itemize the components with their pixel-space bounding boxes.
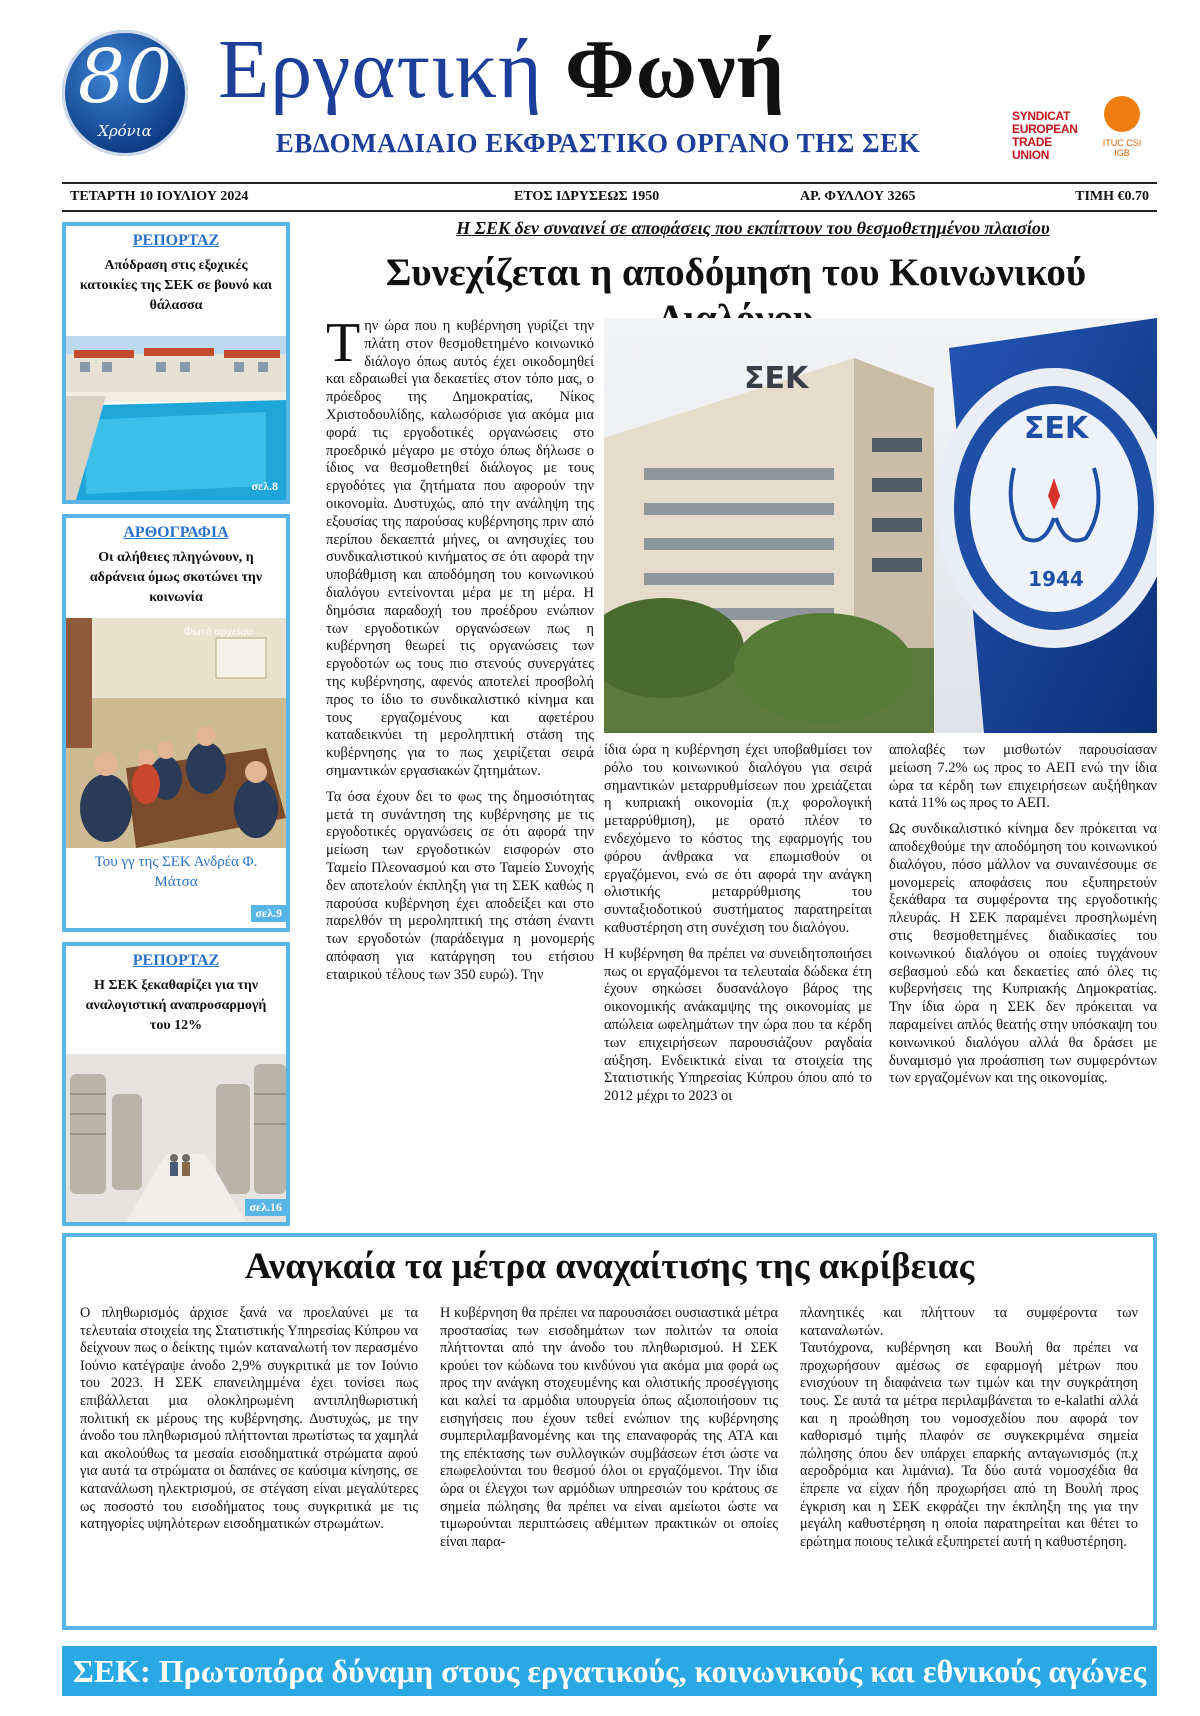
- paragraph: Ταυτόχρονα, κυβέρνηση και Βουλή θα πρέπει να προχωρήσουν αμέσως σε εφαρμογή μέτρων που ενισχύουν τη διαφάνεια των τιμών και την συγκράτηση τους. Σε αυτά τα μέτρα περιλαμβάνεται το e-kalathi αλλά και η προώθηση του νομοσχεδίου που αφορά τον καθορισμό τιμής πλαφόν σε συγκεκριμένα σημεία πώλησης όπου δεν υπάρχει επαρκής ανταγωνισμός (π.χ αεροδρόμια και λιμάνια). Τα δύο αυτά νομοσχέδια θα έπρεπε να είχαν ήδη προχωρήσει από τη Βουλή προς έγκριση και η ΣΕΚ εκφράζει την έκπληξη της για την μεγάλη καθυστέρηση η οποία παρατηρείται και θέτει το ερώτημα ποιους τελικά εξυπηρετεί αυτή η καθυστέρηση.: [800, 1340, 1138, 1550]
- ituc-circle-icon: [1104, 96, 1140, 132]
- sek-building-photo: [604, 318, 1157, 733]
- sidebar-teaser-2[interactable]: [62, 514, 290, 932]
- paragraph: Τα όσα έχουν δει το φως της δημοσιότητας μετά τη συνάντηση της κυβέρνησης με τις εργοδοτικές οργανώσεις σε ότι αφορά την μείωση των εργοδοτικών εισφορών στο Ταμείο Πλεονασμού και στο Ταμείο Συνοχής δεν αποτελούν έκπληξη για τη ΣΕΚ καθώς η παρούσα κυβέρνηση έχει αποδείξει και στο παρελθόν τη μεροληπτική της στάση έναντι των εργοδοτών (παράδειγμα η μονομερής απόφαση για κατάργηση του ετήσιου εταιρικού τέλους των 350 ευρώ). Την: [326, 788, 594, 983]
- photo-credit: Φωτό αρχείου: [184, 624, 253, 638]
- anniversary-label: Χρόνια: [98, 122, 152, 140]
- issue-number: ΑΡ. ΦΥΛΛΟΥ 3265: [800, 189, 916, 204]
- sidebar-teaser-3[interactable]: [62, 942, 290, 1226]
- paragraph: Η κυβέρνηση θα πρέπει να παρουσιάσει ουσιαστικά μέτρα προστασίας των εισοδημάτων των πολιτών τα οποία πλήττονται από την άνοδο του πληθωρισμού. Η ΣΕΚ κρούει τον κώδωνα του κινδύνου για ακόμα μια φορά ως προς την ανάγκη στοχευμένης και ολιστικής προσέγγισης και καλεί τα αρμόδια υπουργεία όπως αξιοποιήσουν τις εισηγήσεις που έχουν τεθεί ενώπιον της κυβέρνησης συμπεριλαμβανομένης και της επαναφοράς της ΑΤΑ και της επέκτασης των συλλογικών συμβάσεων έτσι ώστε να επωφελούνται του θεσμού όλοι οι εργαζόμενοι. Την ίδια ώρα οι έλεγχοι των αρμόδιων υπηρεσιών του κράτους σε σημεία πώλησης θα πρέπει να είναι αμείωτοι ώστε να τιμωρούνται περιπτώσεις αθέμιτων πρακτικών οι οποίες είναι παρα-: [440, 1305, 778, 1550]
- paragraph: ην ώρα που η κυβέρνηση γυρίζει την πλάτη στον θεσμοθετημένο κοινωνικό διάλογο όπως αυτός έχει οικοδομηθεί και εδραιωθεί για δεκαετίες στον τόπο μας, ο πρόεδρος της Δημοκρατίας, Νίκος Χριστοδουλίδης, καλωσόρισε για ακόμα μια φορά τις εργοδοτικές οργανώσεις στο προεδρικό μέγαρο με στόχο όπως δήλωσε ο ίδιος να θεσμοθετηθεί διάλογος με τους εργοδότες για ζητήματα που αφορούν την οικονομία. Δυστυχώς, από την ανάληψη της εξουσίας της παρούσας κυβέρνησης πριν από περίπου δεκαεπτά μήνες, οι ανησυχίες του συνδικαλιστικού κινήματος σε ότι αφορά την υποβάθμιση και αποδόμηση του κοινωνικού διαλόγου εντείνονται μέρα με τη μέρα. Η δημόσια παραδοχή του προέδρου ενώπιον των εργοδοτικών οργανώσεων πως η κυβέρνηση θεωρεί τις οργανώσεις των εργοδοτών ως τους πιο στενούς συνεργάτες της κυβέρνησης, αφενός αποτελεί προσβολή προς το ίδιο το συνδικαλιστικό κίνημα και τους εργαζομένους και αφετέρου καταδεικνύει τη μεροληπτική στάση της κυβέρνησης για το πως χειρίζεται σειρά σημαντικών εργασιακών ζητημάτων.: [326, 318, 594, 779]
- building-lettering: ΣΕΚ: [744, 361, 809, 396]
- main-story-column-1: [326, 318, 594, 1228]
- ituc-logo: [1094, 96, 1150, 158]
- issue-price: ΤΙΜΗ €0.70: [1075, 189, 1149, 204]
- teaser-page-ref: σελ.9: [251, 905, 286, 922]
- article-byline: Του γγ της ΣΕΚ Ανδρέα Φ. Μάτσα: [94, 854, 258, 890]
- box-column-2: [440, 1305, 778, 1551]
- sign-year: 1944: [1028, 567, 1084, 591]
- etuc-logo: SYNDICAT EUROPEAN TRADE UNION: [1012, 109, 1078, 162]
- sign-lettering: ΣΕΚ: [1023, 411, 1089, 446]
- pension-coins-photo: [66, 1054, 286, 1222]
- founded-year: ΕΤΟΣ ΙΔΡΥΣΕΩΣ 1950: [514, 189, 660, 204]
- inflation-story-box: [62, 1233, 1157, 1630]
- teaser-headline: Οι αλήθειες πληγώνουν, η αδράνεια όμως σκοτώνει την κοινωνία: [89, 550, 263, 605]
- teaser-headline: Απόδραση στις εξοχικές κατοικίες της ΣΕΚ σε βουνό και θάλασσα: [79, 258, 273, 313]
- meeting-photo: [66, 618, 286, 848]
- main-story-column-2: [604, 742, 872, 1228]
- paragraph: Ο πληθωρισμός άρχισε ξανά να προελαύνει με τα τελευταία στοιχεία της Στατιστικής Υπηρεσίας Κύπρου να δείχνουν πως ο δείκτης τιμών καταναλωτή τον περασμένο Ιούνιο κατέγραψε άνοδο 2,9% συγκριτικά με τον Ιούνιο του 2023. Η ΣΕΚ επανειλημμένα έχει τονίσει πως επιβάλλεται μια ολοκληρωμένη αντιπληθωριστική πολιτική εκ μέρους της κυβέρνησης. Δυστυχώς, με την άνοδο του πληθωρισμού πλήττονται πρωτίστως τα χαμηλά και ακολούθως τα μεσαία εισοδηματικά στρώματα αφού για αυτά τα στρώματα οι δαπάνες σε καύσιμα κίνησης, σε κατανάλωση ηλεκτρισμού, σε στέγαση είναι μεγαλύτερες ως ποσοστό του εισοδήματος τους συγκριτικά με τις κατηγορίες υψηλότερων εισοδηματικών στρωμάτων.: [80, 1305, 418, 1533]
- title-part2: Φωνή: [564, 23, 786, 116]
- paragraph: Ως συνδικαλιστικό κίνημα δεν πρόκειται να αποδεχθούμε την αποδόμηση του κοινωνικού διαλόγου, πόσο μάλλον να συναινέσουμε σε μονομερείς αποφάσεις που εξυπηρετούν ξεκάθαρα τα συμφέροντα της εργοδοτικής πλευράς. Η ΣΕΚ παραμένει προσηλωμένη στις θεσμοθετημένες διαδικασίες του κοινωνικού διαλόγου οι οποίες τυγχάνουν σεβασμού εδώ και δεκαετίες από όλες τις κυβερνήσεις της Κυπριακής Δημοκρατίας. Την ίδια ώρα η ΣΕΚ δεν πρόκειται να παραμείνει απλός θεατής στην υπόσκαψη του κοινωνικού διαλόγου αλλά θα δράσει με δυναμισμό για προάσπιση των συμφερόντων των εργαζομένων και της οικονομίας.: [889, 821, 1157, 1087]
- teaser-headline: Η ΣΕΚ ξεκαθαρίζει για την αναλογιστική αναπροσαρμογή του 12%: [85, 978, 267, 1033]
- sidebar-teaser-1[interactable]: [62, 222, 290, 504]
- paragraph: πλανητικές και πλήττουν τα συμφέροντα των καταναλωτών.: [800, 1305, 1138, 1339]
- anniversary-logo: [62, 30, 188, 156]
- issue-info-bar: [62, 182, 1157, 212]
- paragraph: ίδια ώρα η κυβέρνηση έχει υποβαθμίσει τον ρόλο του κοινωνικού διαλόγου για σειρά σημαντικών μεταρρυθμίσεων που χρειάζεται η κυπριακή οικονομία (π.χ φορολογική μεταρρύθμιση), με ορατό πλέον το ενδεχόμενο το κόστος της εφαρμογής του φόρου άνθρακα να επωμισθούν οι εργαζόμενοι, ενώ σε ότι αφορά την ανάγκη ολιστικής μεταρρύθμισης του συνταξιοδοτικού συστήματος παρατηρείται καθυστέρηση στη συνέχιση του διαλόγου.: [604, 742, 872, 936]
- teaser-category: ΑΡΘΟΓΡΑΦΙΑ: [123, 524, 229, 541]
- box-headline: Αναγκαία τα μέτρα αναχαίτισης της ακρίβειας: [244, 1246, 975, 1287]
- newspaper-title: [218, 22, 978, 118]
- teaser-page-ref: σελ.16: [245, 1199, 286, 1216]
- paragraph: Η κυβέρνηση θα πρέπει να συνειδητοποιήσει πως οι εργαζόμενοι τα τελευταία δώδεκα έτη έχουν σηκώσει δυσανάλογο βάρος της οικονομικής ανάκαμψης της οικονομίας με απώλεια ωφελημάτων την ώρα που τα κέρδη των επιχειρήσεων παρουσιάζουν ραγδαία αύξηση. Ενδεικτικά είναι τα στοιχεία της Στατιστικής Υπηρεσίας Κύπρου όπου από το 2012 μέχρι το 2023 οι: [604, 945, 872, 1105]
- teaser-page-ref: σελ.8: [251, 479, 278, 493]
- box-column-1: [80, 1305, 418, 1534]
- main-story-column-3: [889, 742, 1157, 1228]
- newspaper-subtitle: ΕΒΔΟΜΑΔΙΑΙΟ ΕΚΦΡΑΣΤΙΚΟ ΟΡΓΑΝΟ ΤΗΣ ΣΕΚ: [275, 128, 921, 158]
- main-story-headline: Συνεχίζεται η αποδόμηση του Κοινωνικού: [385, 251, 1087, 294]
- title-part1: Εργατική: [218, 23, 543, 116]
- drop-cap: Τ: [326, 318, 361, 374]
- anniversary-number: 80: [77, 34, 173, 120]
- teaser-category: ΡΕΠΟΡΤΑΖ: [132, 232, 220, 249]
- paragraph: απολαβές των μισθωτών παρουσίασαν μείωση 7.2% ως προς το ΑΕΠ ενώ την ίδια ώρα τα κέρδη των επιχειρήσεων αυξήθηκαν κατά 11% ως προς το ΑΕΠ.: [889, 742, 1157, 812]
- ituc-logo-label: ITUC CSI IGB: [1102, 138, 1142, 158]
- box-column-3: [800, 1305, 1138, 1551]
- issue-date: ΤΕΤΑΡΤΗ 10 ΙΟΥΛΙΟΥ 2024: [70, 189, 249, 204]
- footer-banner: ΣΕΚ: Πρωτοπόρα δύναμη στους εργατικούς, κοινωνικούς και εθνικούς αγώνες: [62, 1646, 1157, 1696]
- teaser-category: ΡΕΠΟΡΤΑΖ: [132, 952, 220, 969]
- main-story-kicker: Η ΣΕΚ δεν συναινεί σε αποφάσεις που εκπίπτουν του θεσμοθετημένου πλαισίου: [456, 218, 1050, 238]
- resort-pool-photo: [66, 336, 286, 500]
